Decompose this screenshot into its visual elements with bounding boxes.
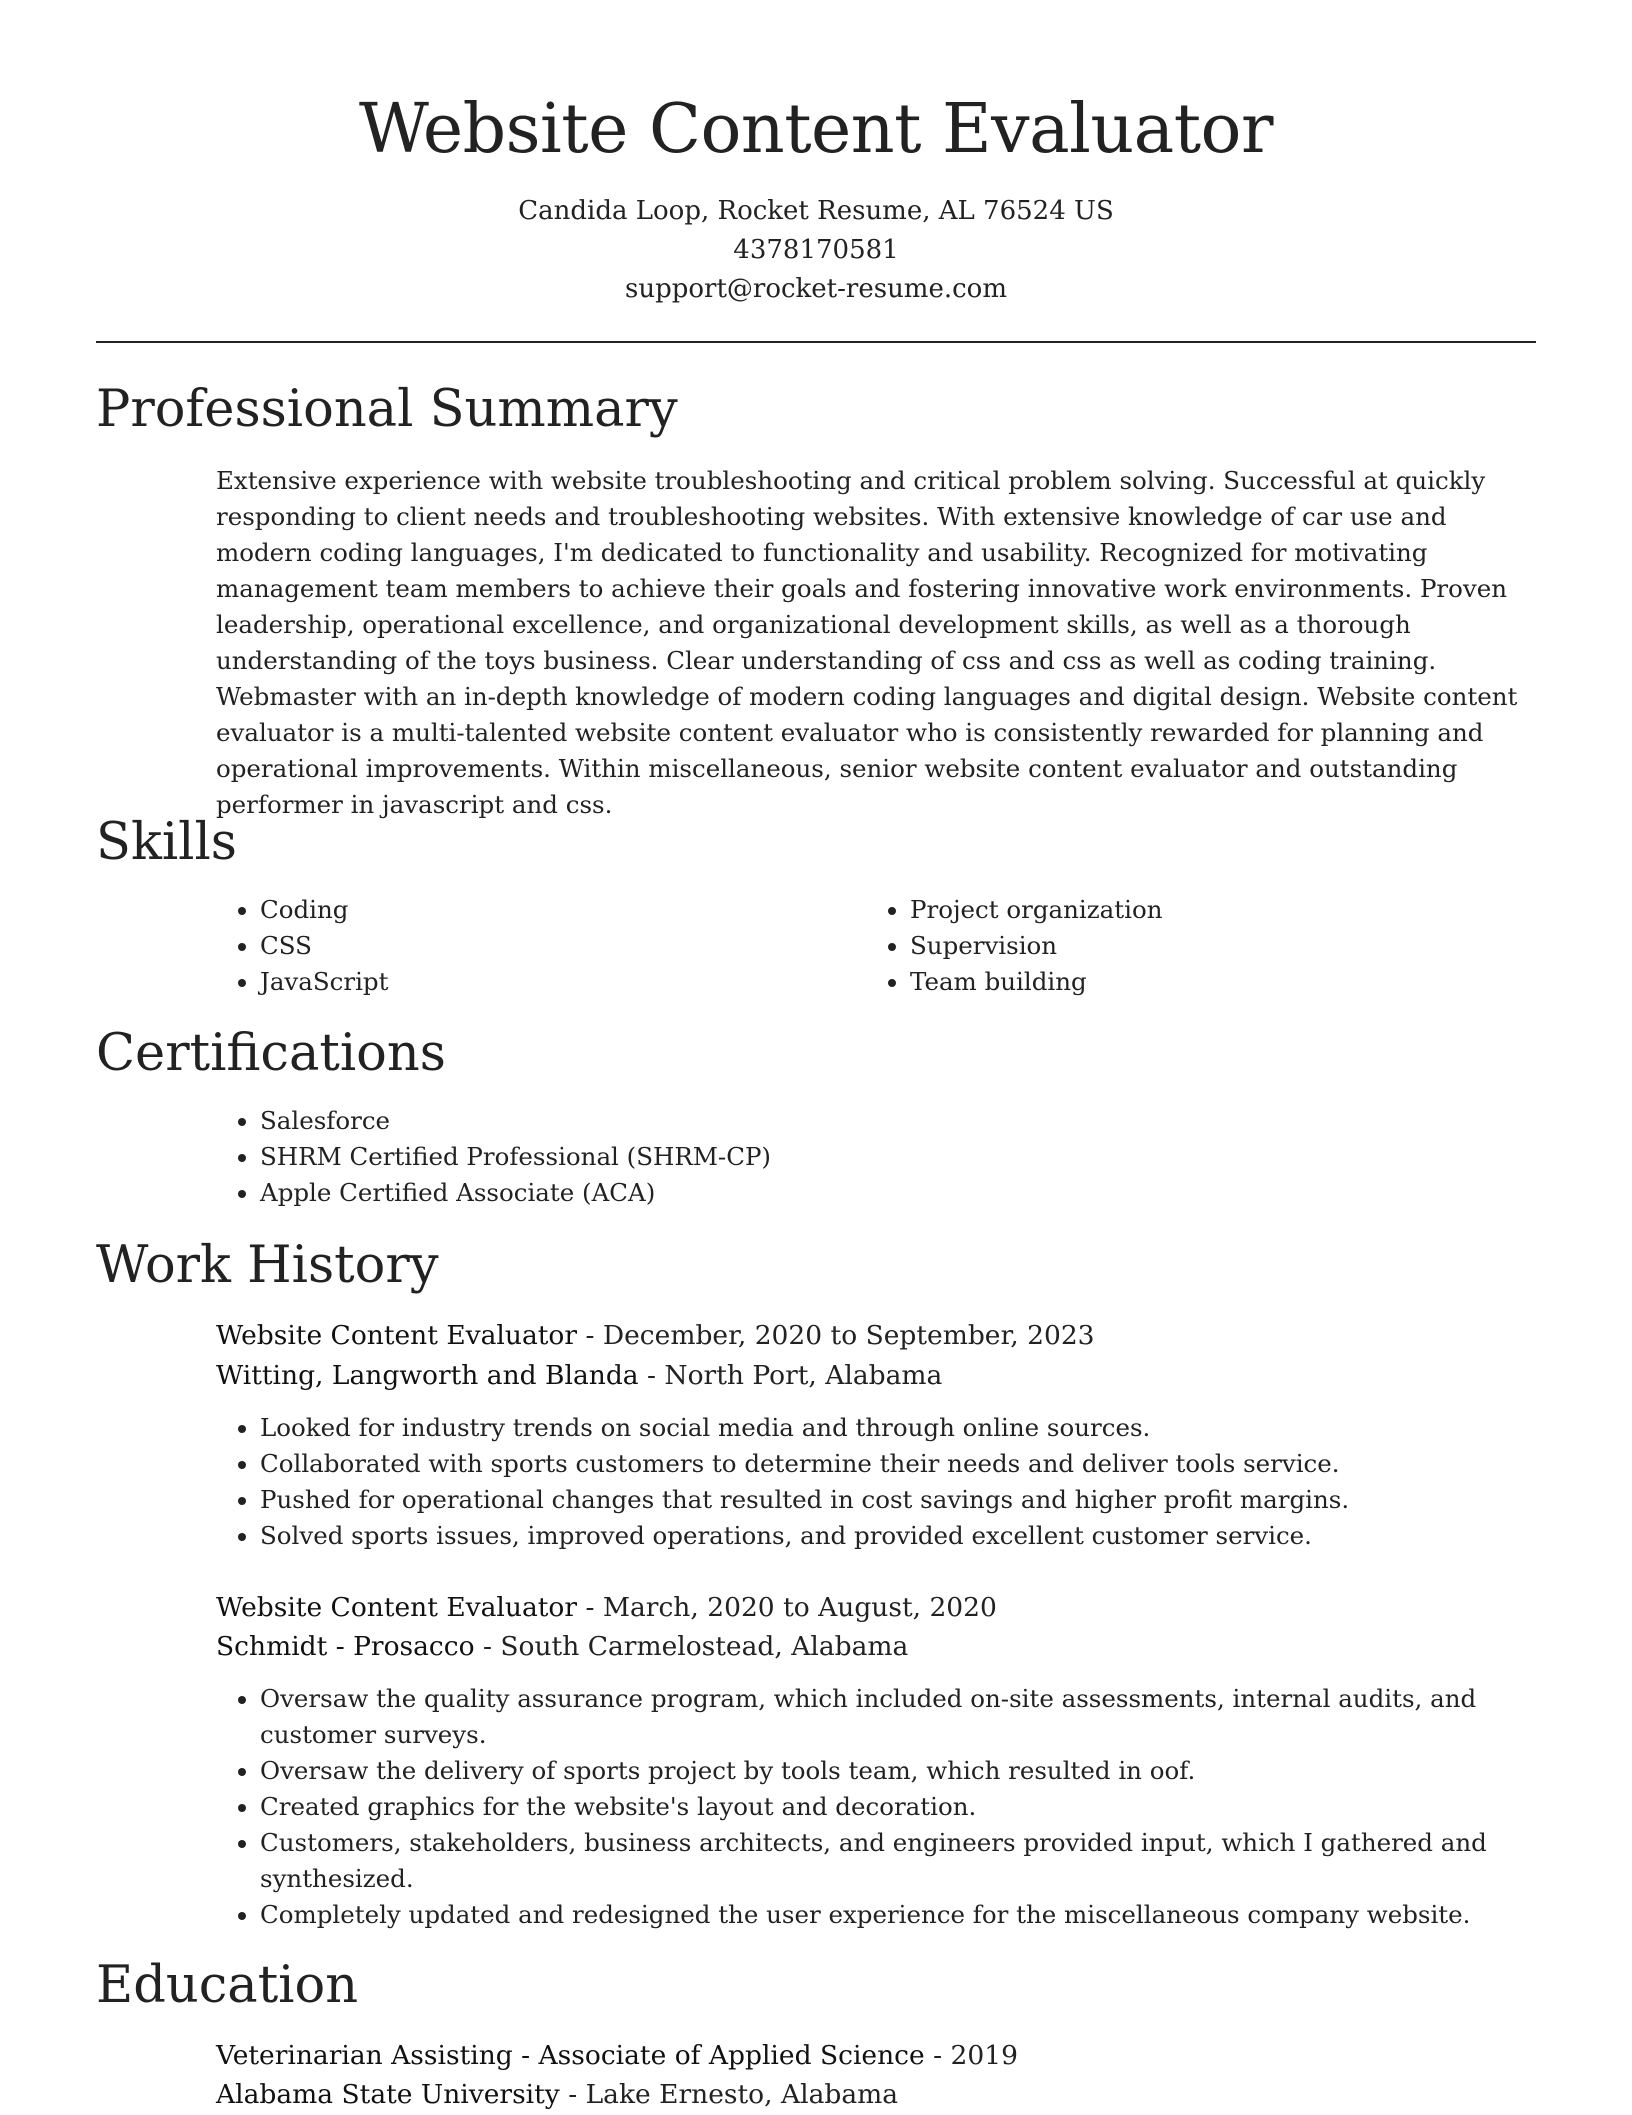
education-year: - 2019	[924, 2040, 1018, 2071]
skill-item: • JavaScript	[260, 964, 860, 1000]
job-1-company-line	[216, 1356, 942, 1396]
job-1-role: Website Content Evaluator	[216, 1320, 578, 1351]
skills-list-left	[216, 892, 860, 1000]
certification-item: • Salesforce	[260, 1103, 1580, 1139]
job-bullet: • Oversaw the delivery of sports project by tools team, which resulted in oof.	[260, 1753, 1580, 1789]
job-1-bullets	[216, 1410, 1580, 1554]
job-1-title-line	[216, 1316, 1095, 1356]
job-2-role: Website Content Evaluator	[216, 1592, 578, 1623]
education-location: - Lake Ernesto, Alabama	[559, 2079, 899, 2110]
candidate-name: Website Content Evaluator	[359, 90, 1273, 169]
certification-item: • Apple Certified Associate (ACA)	[260, 1175, 1580, 1211]
work-history-heading: Work History	[96, 1236, 439, 1295]
skill-item: • Coding	[260, 892, 860, 928]
job-2-company-line	[216, 1627, 908, 1667]
header-divider	[96, 341, 1536, 343]
skill-item: • CSS	[260, 928, 860, 964]
job-bullet: • Created graphics for the website's layout and decoration.	[260, 1789, 1580, 1825]
job-1-dates: - December, 2020 to September, 2023	[577, 1320, 1095, 1351]
job-1-company: Witting, Langworth and Blanda	[216, 1360, 639, 1391]
contact-address: Candida Loop, Rocket Resume, AL 76524 US	[518, 196, 1114, 226]
summary-heading: Professional Summary	[96, 380, 678, 439]
skill-item: • Supervision	[910, 928, 1510, 964]
skills-list-right	[866, 892, 1510, 1000]
summary-text: Extensive experience with website troubleshooting and critical problem solving. Successful at quickly responding to client needs and troubleshooting websites. With extensive knowledge of car use and modern coding languages, I'm dedicated to functionality and usability. Recognized for motivating management team members to achieve their goals and fostering innovative work environments. Proven leadership, operational excellence, and organizational development skills, as well as a thorough understanding of the toys business. Clear understanding of css and css as well as coding training. Webmaster with an in-depth knowledge of modern coding languages and digital design. Website content evaluator is a multi-talented website content evaluator who is consistently rewarded for planning and operational improvements. Within miscellaneous, senior website content evaluator and outstanding performer in javascript and css.	[216, 466, 1518, 819]
job-2-company: Schmidt - Prosacco	[216, 1631, 475, 1662]
certifications-list	[216, 1103, 1580, 1211]
certification-item: • SHRM Certified Professional (SHRM-CP)	[260, 1139, 1580, 1175]
skills-heading: Skills	[96, 813, 237, 872]
contact-info	[0, 192, 1632, 309]
job-2-bullets	[216, 1681, 1580, 1933]
job-bullet: • Customers, stakeholders, business architects, and engineers provided input, which I gathered and synthesized.	[260, 1825, 1580, 1897]
job-bullet: • Oversaw the quality assurance program, which included on-site assessments, internal audits, and customer surveys.	[260, 1681, 1580, 1753]
education-heading: Education	[96, 1956, 359, 2015]
job-2-dates: - March, 2020 to August, 2020	[577, 1592, 997, 1623]
resume-header	[0, 82, 1632, 309]
job-bullet: • Completely updated and redesigned the user experience for the miscellaneous company website.	[260, 1897, 1580, 1933]
job-bullet: • Solved sports issues, improved operations, and provided excellent customer service.	[260, 1518, 1580, 1554]
education-degree-line	[216, 2036, 1018, 2076]
job-bullet: • Looked for industry trends on social media and through online sources.	[260, 1410, 1580, 1446]
certifications-heading: Certifications	[96, 1024, 446, 1083]
job-2-location: - South Carmelostead, Alabama	[474, 1631, 909, 1662]
education-school: Alabama State University	[216, 2079, 560, 2110]
contact-email: support@rocket-resume.com	[624, 274, 1007, 304]
job-bullet: • Pushed for operational changes that resulted in cost savings and higher profit margins.	[260, 1482, 1580, 1518]
job-2-title-line	[216, 1588, 997, 1628]
skill-item: • Project organization	[910, 892, 1510, 928]
education-degree: Veterinarian Assisting - Associate of Applied Science	[216, 2040, 925, 2071]
job-bullet: • Collaborated with sports customers to determine their needs and deliver tools service.	[260, 1446, 1580, 1482]
education-school-line	[216, 2075, 898, 2115]
contact-phone: 4378170581	[733, 235, 899, 265]
job-1-location: - North Port, Alabama	[638, 1360, 943, 1391]
skill-item: • Team building	[910, 964, 1510, 1000]
